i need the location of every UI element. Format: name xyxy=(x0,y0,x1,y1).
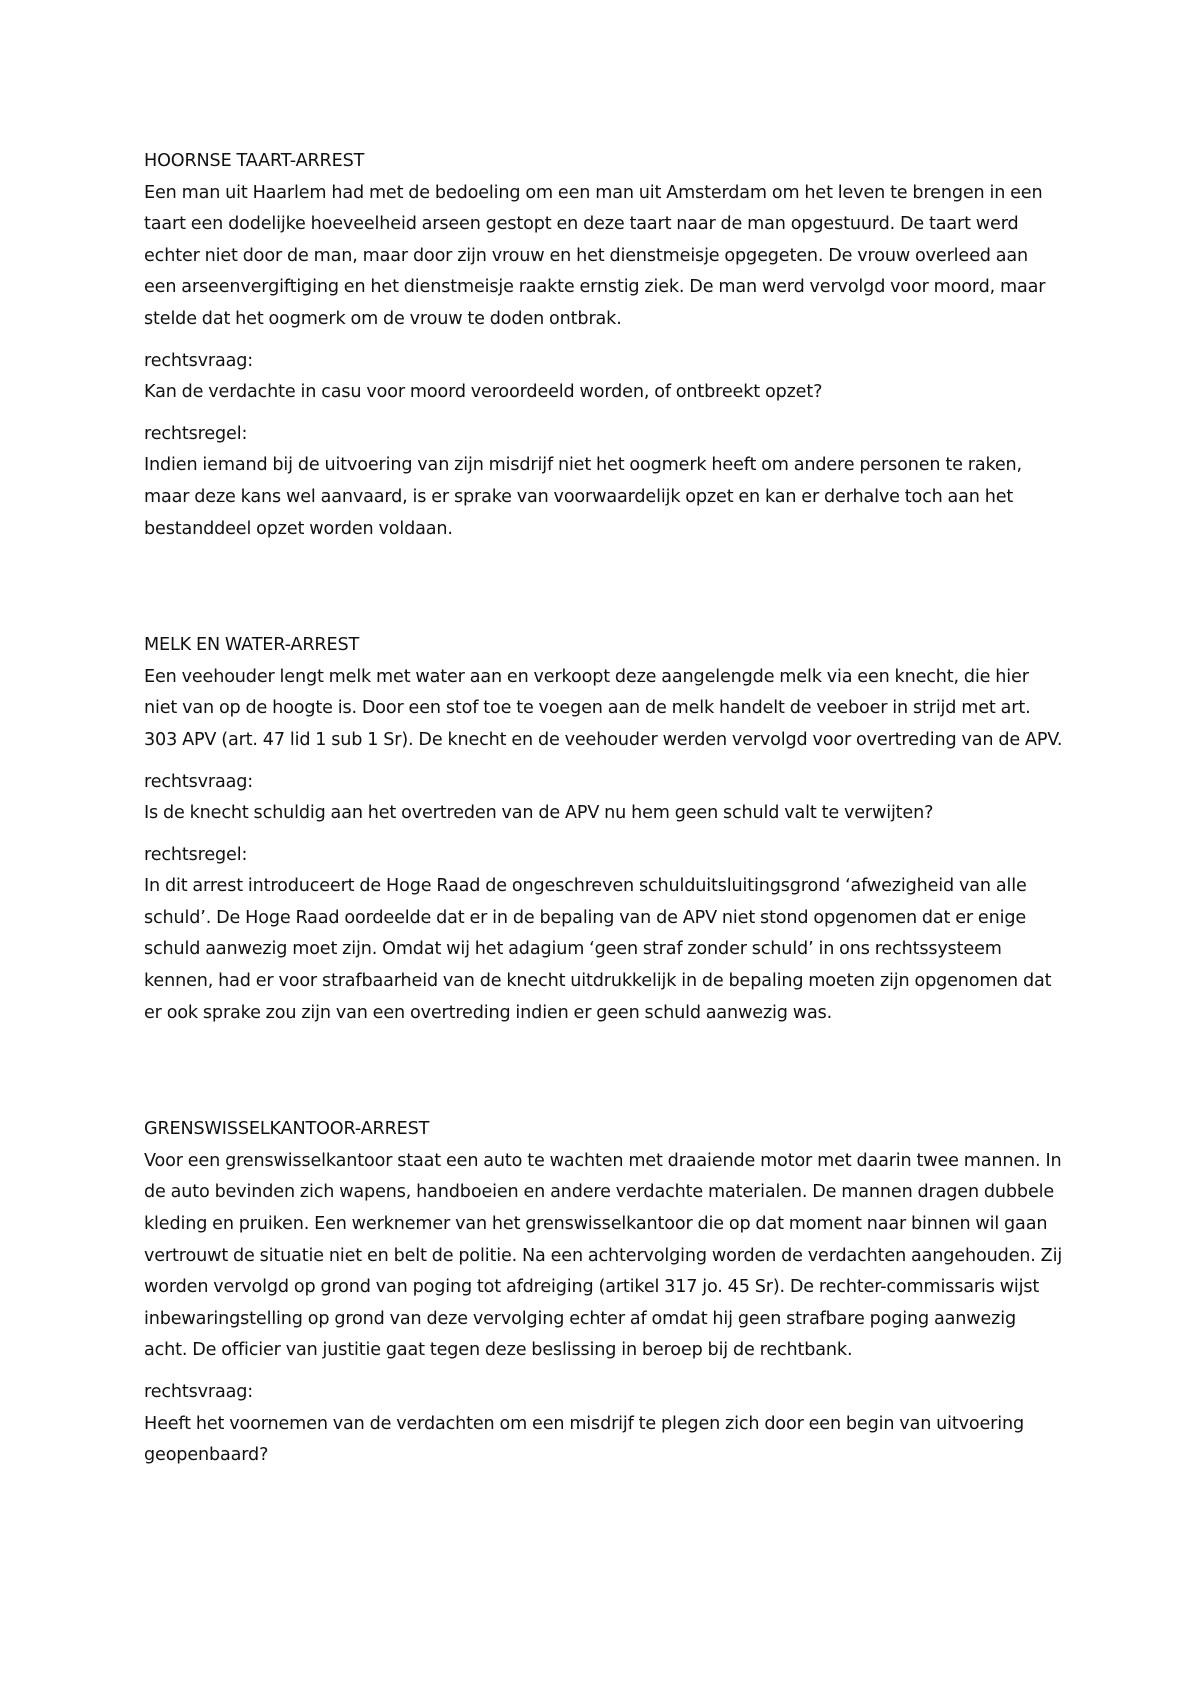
legal-rule-block xyxy=(144,419,1064,545)
case-title: HOORNSE TAART-ARREST xyxy=(144,151,365,171)
legal-rule-text: In dit arrest introduceert de Hoge Raad de ongeschreven schulduitsluitingsgrond ‘afwezigheid van alle schuld’. De Hoge Raad oordeelde dat er in de bepaling van de APV niet stond opgenomen dat er enige schuld aanwezig moet zijn. Omdat wij het adagium ‘geen straf zonder schuld’ in ons rechtssysteem kennen, had er voor strafbaarheid van de knecht uitdrukkelijk in de bepaling moeten zijn opgenomen dat er ook sprake zou zijn van een overtreding indien er geen schuld aanwezig was. xyxy=(144,876,1052,1023)
legal-question-text: Kan de verdachte in casu voor moord veroordeeld worden, of ontbreekt opzet? xyxy=(144,382,823,403)
legal-rule-label: rechtsregel: xyxy=(144,844,248,865)
legal-rule-block xyxy=(144,840,1064,1030)
legal-question-block xyxy=(144,346,1064,409)
case-melk-en-water xyxy=(144,630,1064,1029)
legal-question-label: rechtsvraag: xyxy=(144,1382,254,1402)
case-title: GRENSWISSELKANTOOR-ARREST xyxy=(144,1119,430,1140)
case-facts: Voor een grenswisselkantoor staat een auto te wachten met draaiende motor met daarin twee mannen. In de auto bevinden zich wapens, handboeien en andere verdachte materialen. De mannen dragen dubbele kleding en pruiken. Een werknemer van het grenswisselkantoor die op dat moment naar binnen wil gaan vertrouwt de situatie niet en belt de politie. Na een achtervolging worden de verdachten aangehouden. Zij worden vervolgd op grond van poging tot afdreiging (artikel 317 jo. 45 Sr). De rechter-commissaris wijst inbewaringstelling op grond van deze vervolging echter af omdat hij geen strafbare poging aanwezig acht. De officier van justitie gaat tegen deze beslissing in beroep bij de rechtbank. xyxy=(144,1150,1063,1361)
legal-rule-text: Indien iemand bij de uitvoering van zijn misdrijf niet het oogmerk heeft om andere personen te raken, maar deze kans wel aanvaard, is er sprake van voorwaardelijk opzet en kan er derhalve toch aan het bestanddeel opzet worden voldaan. xyxy=(144,455,1022,539)
case-title: MELK EN WATER-ARREST xyxy=(144,635,360,656)
legal-question-text: Heeft het voornemen van de verdachten om een misdrijf te plegen zich door een begin van uitvoering geopenbaard? xyxy=(144,1413,1025,1466)
document-body xyxy=(144,146,1064,1472)
case-facts: Een man uit Haarlem had met de bedoeling om een man uit Amsterdam om het leven te brengen in een taart een dodelijke hoeveelheid arseen gestopt en deze taart naar de man opgestuurd. De taart werd echter niet door de man, maar door zijn vrouw en het dienstmeisje opgegeten. De vrouw overleed aan een arseenvergiftiging en het dienstmeisje raakte ernstig ziek. De man werd vervolgd voor moord, maar stelde dat het oogmerk om de vrouw te doden ontbrak. xyxy=(144,182,1046,329)
legal-question-label: rechtsvraag: xyxy=(144,350,254,371)
legal-question-block xyxy=(144,1377,1064,1472)
case-grenswisselkantoor xyxy=(144,1114,1064,1472)
legal-rule-label: rechtsregel: xyxy=(144,423,248,444)
legal-question-block xyxy=(144,767,1064,830)
case-hoornse-taart xyxy=(144,146,1064,545)
case-facts: Een veehouder lengt melk met water aan en verkoopt deze aangelengde melk via een knecht, die hier niet van op de hoogte is. Door een stof toe te voegen aan de melk handelt de veeboer in strijd met art. 303 APV (art. 47 lid 1 sub 1 Sr). De knecht en de veehouder werden vervolgd voor overtreding van de APV. xyxy=(144,666,1063,750)
legal-question-text: Is de knecht schuldig aan het overtreden van de APV nu hem geen schuld valt te verwijten? xyxy=(144,803,934,824)
legal-question-label: rechtsvraag: xyxy=(144,771,254,792)
